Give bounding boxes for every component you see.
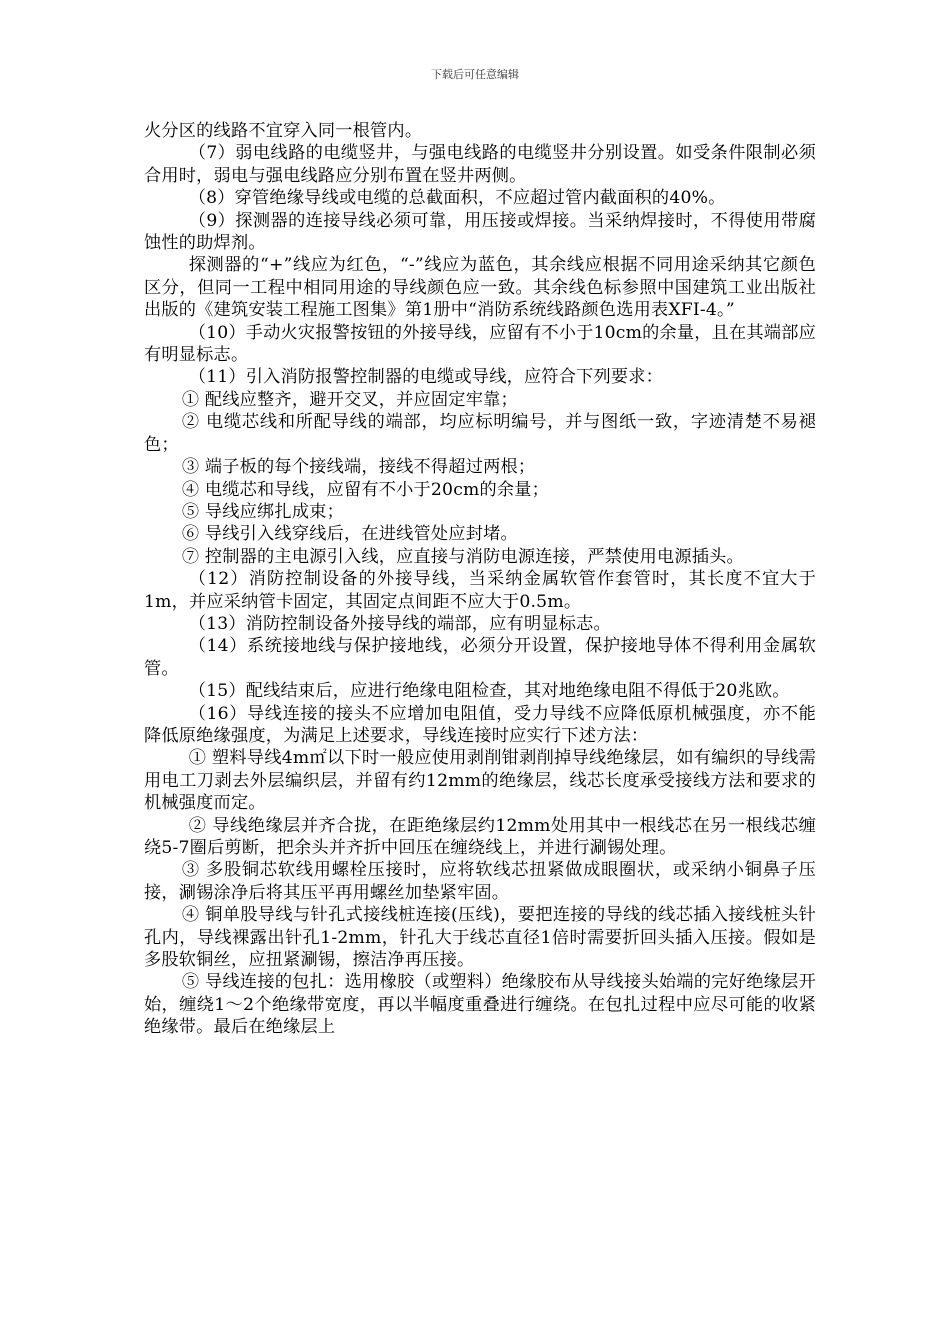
paragraph: （9）探测器的连接导线必须可靠，用压接或焊接。当采纳焊接时，不得使用带腐蚀性的助焊剂。 — [144, 210, 816, 254]
paragraph: （7）弱电线路的电缆竖井，与强电线路的电缆竖井分别设置。如受条件限制必须合用时，弱电与强电线路应分别布置在竖井两侧。 — [144, 143, 816, 186]
paragraph: 火分区的线路不宜穿入同一根管内。 — [144, 121, 423, 141]
paragraph: （12）消防控制设备的外接导线，当采纳金属软管作套管时，其长度不宜大于1m，并应采纳管卡固定，其固定点间距不应大于0.5m。 — [144, 569, 816, 612]
document-body — [144, 120, 816, 1039]
list-item: ② 导线绝缘层并齐合拢，在距绝缘层约12mm处用其中一根线芯在另一根线芯缠绕5-7圈后剪断，把余头并齐折中回压在缠绕线上，并进行涮锡处理。 — [144, 815, 816, 858]
list-item: ③ 多股铜芯软线用螺栓压接时，应将软线芯扭紧做成眼圈状，或采纳小铜鼻子压接，涮锡涂净后将其压平再用螺丝加垫紧牢固。 — [144, 860, 816, 903]
list-item: ③ 端子板的每个接线端，接线不得超过两根； — [181, 457, 536, 478]
paragraph: （16）导线连接的接头不应增加电阻值，受力导线不应降低原机械强度，亦不能降低原绝缘强度，为满足上述要求，导线连接时应实行下述方法： — [144, 703, 816, 746]
list-item: ① 配线应整齐，避开交叉，并应固定牢靠； — [181, 389, 518, 410]
list-item: ④ 电缆芯和导线，应留有不小于20cm的余量； — [181, 479, 550, 500]
paragraph: （15）配线结束后，应进行绝缘电阻检查，其对地绝缘电阻不得低于20兆欧。 — [188, 681, 790, 702]
paragraph: （13）消防控制设备外接导线的端部，应有明显标志。 — [188, 613, 611, 634]
list-item: ⑦ 控制器的主电源引入线，应直接与消防电源连接，严禁使用电源插头。 — [181, 546, 744, 567]
list-item: ⑤ 导线连接的包扎：选用橡胶（或塑料）绝缘胶布从导线接头始端的完好绝缘层开始，缠绕1～2个绝缘带宽度，再以半幅度重叠进行缠绕。在包扎过程中应尽可能的收紧绝缘带。最后在绝缘层上 — [144, 972, 816, 1038]
paragraph: （8）穿管绝缘导线或电缆的总截面积，不应超过管内截面积的40%。 — [188, 188, 726, 209]
page-header: 下载后可任意编辑 — [431, 68, 519, 81]
paragraph: （10）手动火灾报警按钮的外接导线，应留有不小于10cm的余量，且在其端部应有明显标志。 — [144, 322, 816, 366]
list-item: ⑤ 导线应绑扎成束； — [181, 501, 344, 522]
paragraph: （11）引入消防报警控制器的电缆或导线，应符合下列要求： — [188, 367, 664, 388]
list-item: ④ 铜单股导线与针孔式接线桩连接(压线)，要把连接的导线的线芯插入接线桩头针孔内，导线裸露出针孔1-2mm，针孔大于线芯直径1倍时需要折回头插入压接。假如是多股软铜丝，应扭紧涮锡，擦洁净再压接。 — [144, 905, 816, 971]
list-item: ⑥ 导线引入线穿线后，在进线管处应封堵。 — [181, 524, 518, 545]
paragraph: 探测器的“+”线应为红色，“-”线应为蓝色，其余线应根据不同用途采纳其它颜色区分，但同一工程中相同用途的导线颜色应一致。其余线色标参照中国建筑工业出版社出版的《建筑安装工程施工图集》第1册中“消防系统线路颜色选用表XFI-4。” — [144, 255, 816, 321]
list-item: ① 塑料导线4m㎡以下时一般应使用剥削钳剥削掉导线绝缘层，如有编织的导线需用电工刀剥去外层编织层，并留有约12mm的绝缘层，线芯长度承受接线方法和要求的机械强度而定。 — [144, 748, 816, 814]
paragraph: （14）系统接地线与保护接地线，必须分开设置，保护接地导体不得利用金属软管。 — [144, 636, 816, 679]
list-item: ② 电缆芯线和所配导线的端部，均应标明编号，并与图纸一致，字迹清楚不易褪色； — [144, 412, 816, 455]
